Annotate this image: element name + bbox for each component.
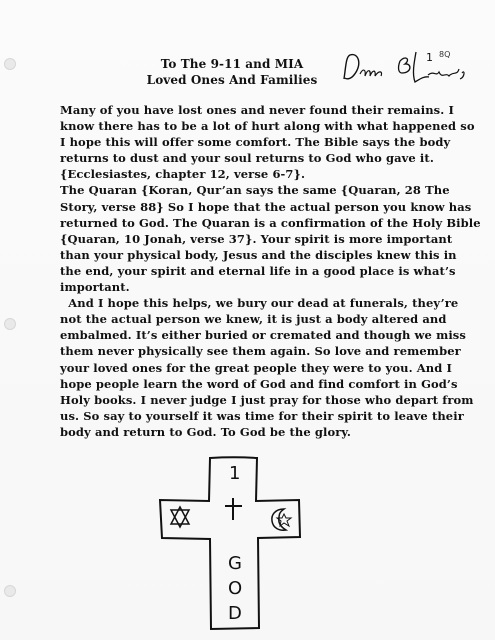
cross-top-label: 1 [229, 463, 241, 484]
paragraph-2: The Quaran {Koran, Qur’an says the same {Quaran, 28 The Story, verse 88} So I hope that the actual person you know has returned to God. The Quaran is a confirmation of the Holy Bible {Quaran, 10 Jonah, verse 37}. Your spirit is more important than your physical body, Jesus and the disciples knew this in the end, your spirit and eternal life in a good place is what’s important. [60, 183, 485, 295]
star-and-crescent-icon [272, 509, 291, 530]
god-letter-d: D [228, 603, 242, 624]
title-line-1: To The 9-11 and MIA [160, 57, 304, 71]
letter-title [118, 56, 346, 88]
god-letter-g: G [228, 553, 242, 574]
punch-hole [4, 318, 16, 330]
title-line-2: Loved Ones And Families [146, 73, 318, 87]
paragraph-3: And I hope this helps, we bury our dead at funerals, they’re not the actual person we knew, it is just a body altered and embalmed. It’s either buried or cremated and though we miss them never physically see them again. So love and remember your loved ones for the great people they were to you. And I hope people learn the word of God and find comfort in God’s Holy books. I never judge I just pray for those who depart from us. So say to yourself it was time for their spirit to leave their body and return to God. To God be the glory. [60, 296, 478, 439]
paragraph-1: Many of you have lost ones and never found their remains. I know there has to be a lot of hurt along with what happened so I hope this will offer some comfort. The Bible says the body returns to dust and your soul returns to God who gave it. {Ecclesiastes, chapter 12, verse 6-7}. [60, 103, 479, 182]
god-letter-o: O [228, 578, 243, 599]
star-of-david-icon [171, 507, 189, 527]
corner-mark: 8Q [439, 50, 451, 59]
handwritten-signature [338, 45, 478, 95]
letter-body [60, 102, 485, 440]
hand-drawn-cross [155, 456, 305, 632]
small-cross-icon [225, 498, 242, 520]
punch-hole [4, 58, 16, 70]
page-number: 1 [426, 51, 433, 64]
punch-hole [4, 585, 16, 597]
